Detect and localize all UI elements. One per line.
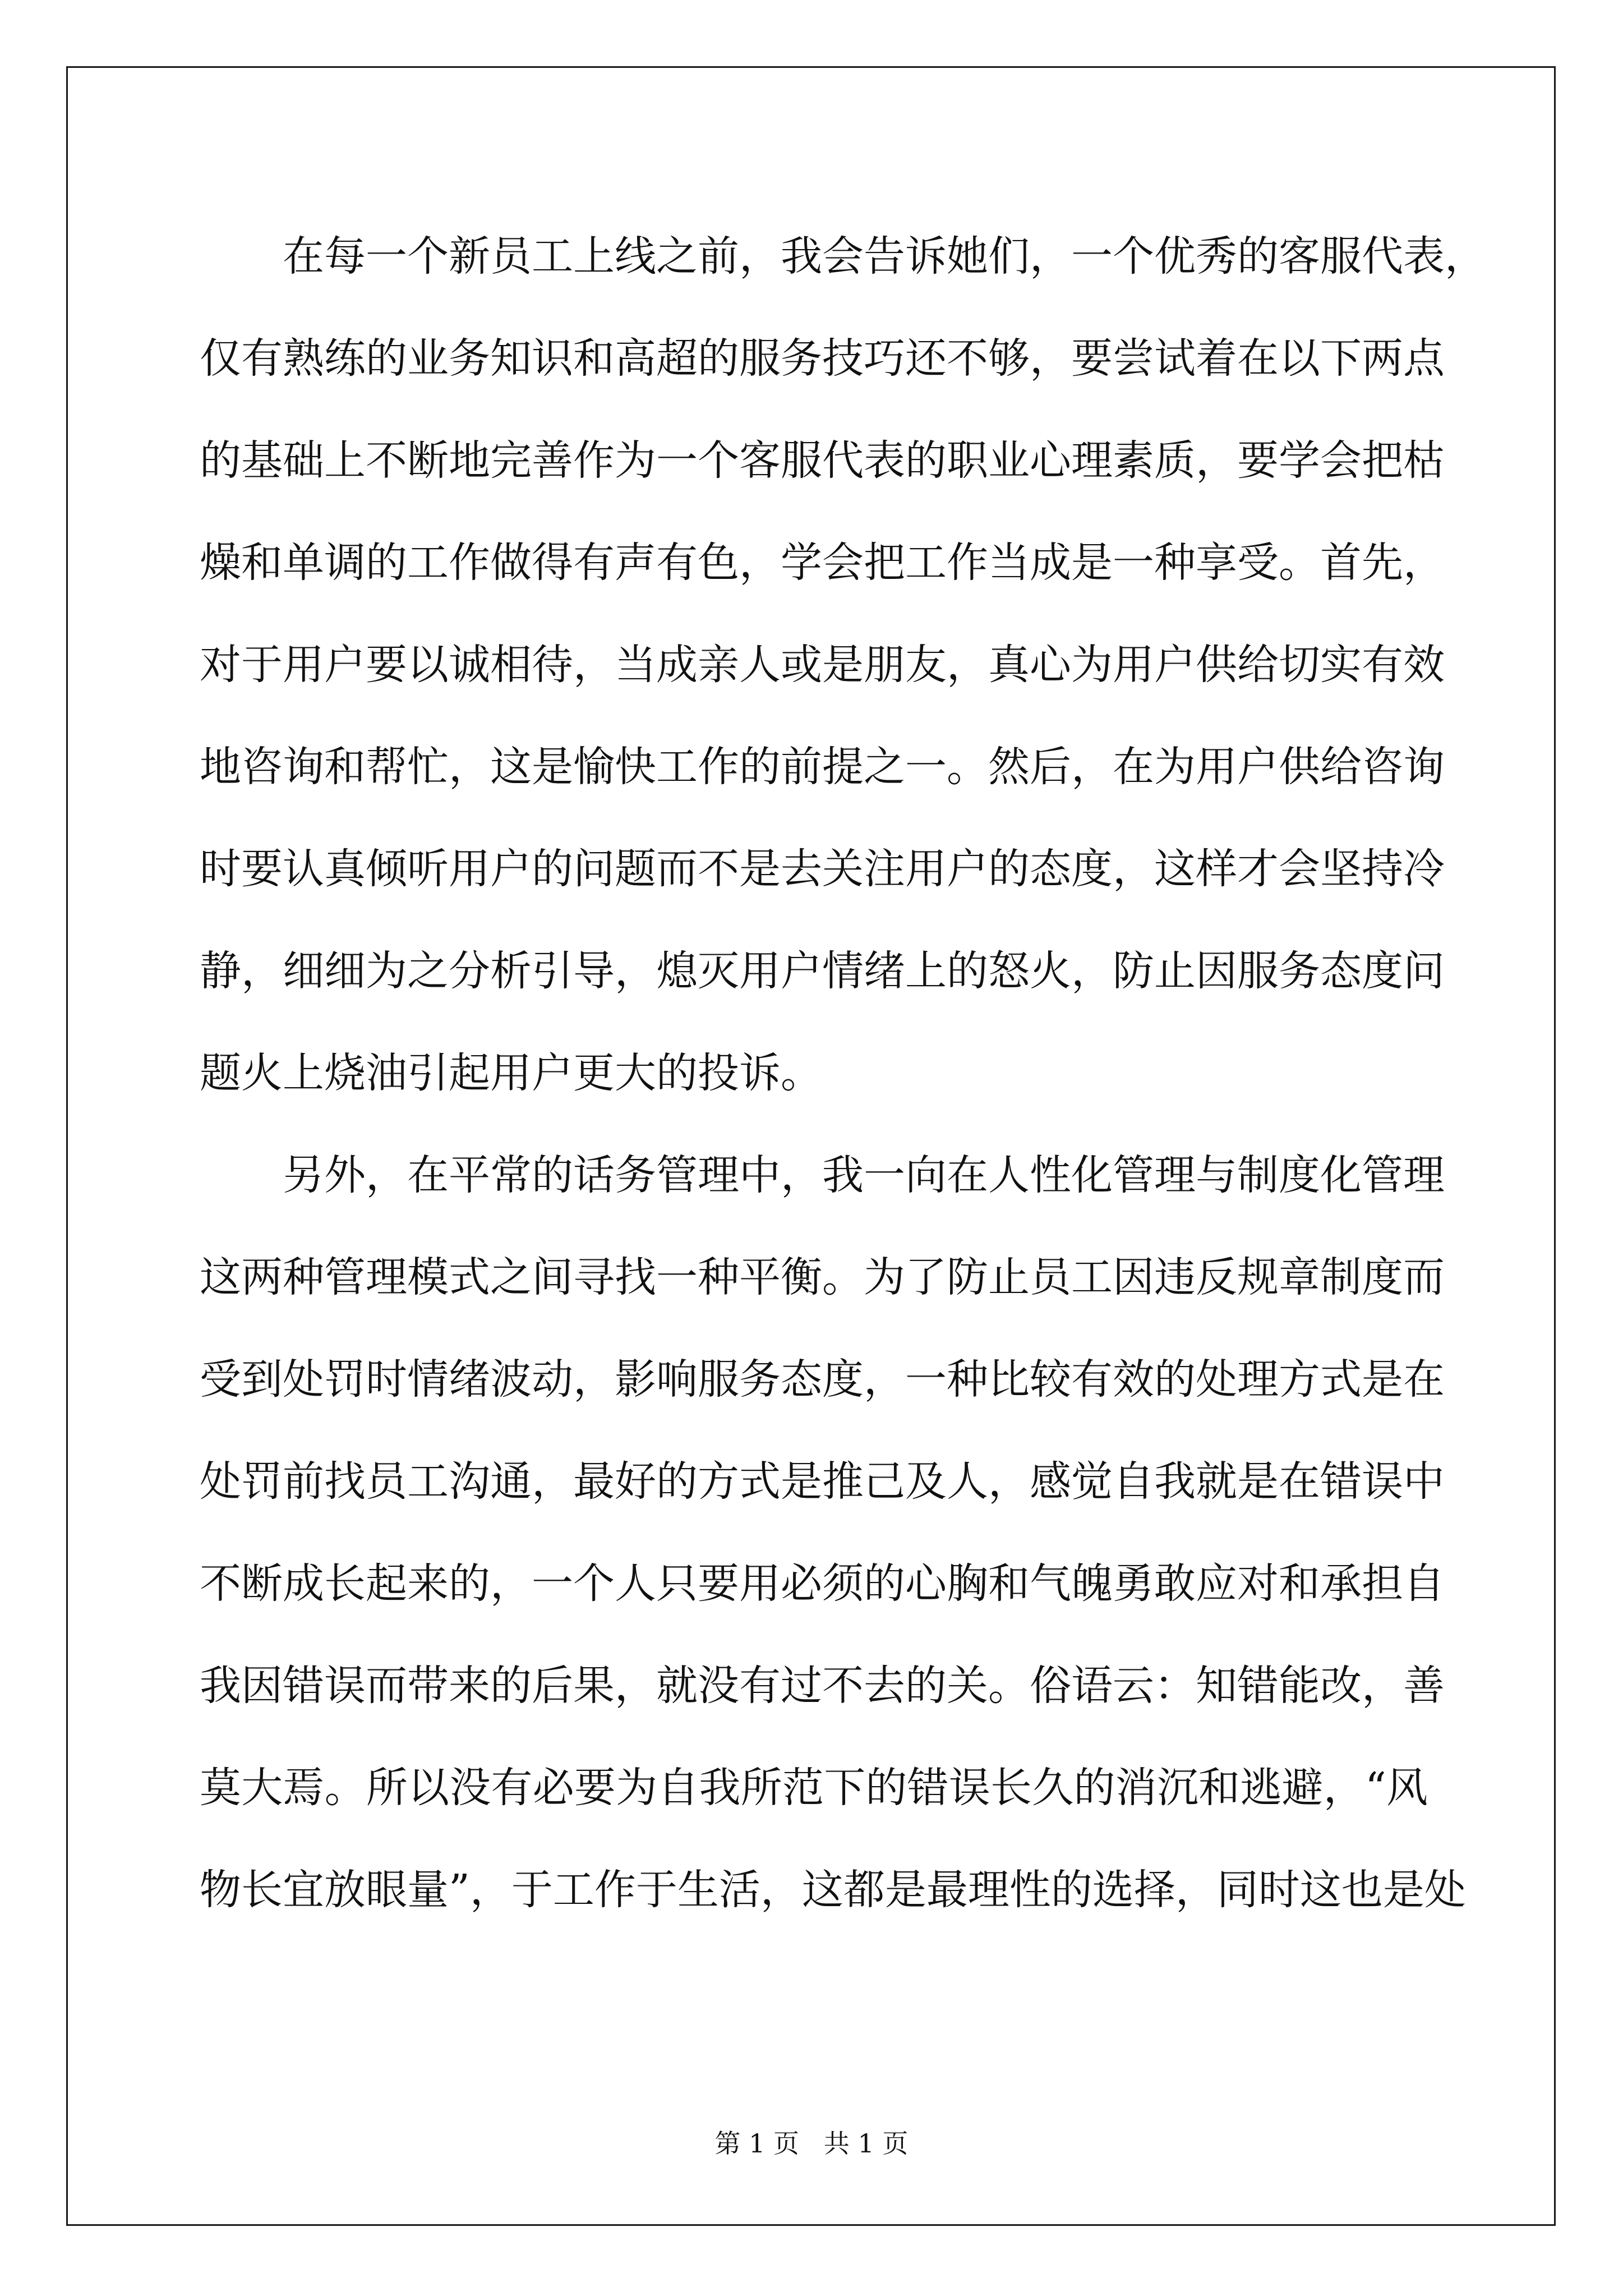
paragraph-1-line: 燥和单调的工作做得有声有色，学会把工作当成是一种享受。首先， <box>200 539 1445 587</box>
paragraph-2-line: 受到处罚时情绪波动，影响服务态度，一种比较有效的处理方式是在 <box>200 1355 1445 1404</box>
paragraph-2-line: 不断成长起来的，一个人只要用必须的心胸和气魄勇敢应对和承担自 <box>200 1559 1445 1608</box>
paragraph-2-line: 另外，在平常的话务管理中，我一向在人性化管理与制度化管理 <box>283 1151 1445 1199</box>
paragraph-2-line: 处罚前找员工沟通，最好的方式是推己及人，感觉自我就是在错误中 <box>200 1457 1445 1506</box>
paragraph-1-line: 在每一个新员工上线之前，我会告诉她们，一个优秀的客服代表， <box>283 232 1486 280</box>
paragraph-1-line: 对于用户要以诚相待，当成亲人或是朋友，真心为用户供给切实有效 <box>200 641 1445 689</box>
paragraph-1-line: 题火上烧油引起用户更大的投诉。 <box>200 1049 822 1097</box>
paragraph-1-line: 的基础上不断地完善作为一个客服代表的职业心理素质，要学会把枯 <box>200 436 1445 485</box>
paragraph-1-line: 时要认真倾听用户的问题而不是去关注用户的态度，这样才会坚持冷 <box>200 845 1445 893</box>
paragraph-1-line: 静，细细为之分析引导，熄灭用户情绪上的怒火，防止因服务态度问 <box>200 947 1445 995</box>
paragraph-2-line: 我因错误而带来的后果，就没有过不去的关。俗语云：知错能改，善 <box>200 1662 1445 1710</box>
paragraph-2-line: 莫大焉。所以没有必要为自我所范下的错误长久的消沉和逃避，“风 <box>200 1764 1428 1812</box>
paragraph-2-line: 物长宜放眼量”，于工作于生活，这都是最理性的选择，同时这也是处 <box>200 1866 1466 1914</box>
document-body <box>200 205 1486 1941</box>
page-number-footer: 第 1 页 共 1 页 <box>714 2128 909 2159</box>
paragraph-1-line: 地咨询和帮忙，这是愉快工作的前提之一。然后，在为用户供给咨询 <box>200 743 1445 791</box>
paragraph-2-line: 这两种管理模式之间寻找一种平衡。为了防止员工因违反规章制度而 <box>200 1253 1445 1301</box>
paragraph-1-line: 仅有熟练的业务知识和高超的服务技巧还不够，要尝试着在以下两点 <box>200 334 1445 383</box>
